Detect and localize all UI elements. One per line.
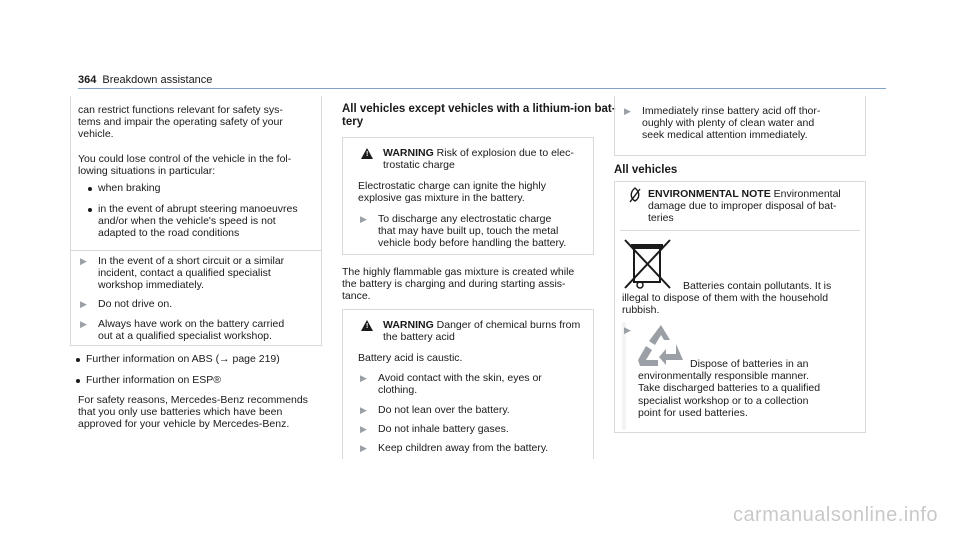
warning-label: WARNING (383, 319, 434, 331)
text-line: Take discharged batteries to a qualified (638, 382, 821, 395)
header-rule (78, 88, 886, 89)
text-line: Risk of explosion due to elec- (436, 147, 574, 159)
step-arrow-icon: ▶ (360, 405, 367, 415)
step-arrow-icon: ▶ (80, 299, 87, 309)
col2-paragraph (342, 266, 574, 303)
bullet-item: when braking (98, 182, 161, 194)
step-arrow-icon: ▶ (624, 325, 631, 335)
bullet-dot (88, 208, 92, 212)
warning-icon: ! (361, 148, 373, 159)
step-arrow-icon: ▶ (360, 443, 367, 453)
text-line: tery (342, 116, 364, 128)
step-arrow-icon: ▶ (360, 214, 367, 224)
warning-heading (383, 319, 580, 343)
text-line: the battery acid (383, 331, 455, 344)
text-line: The highly flammable gas mixture is created while (342, 266, 575, 278)
text-line: and/or when the vehicle's speed is not (98, 215, 276, 228)
step-arrow-icon: ▶ (80, 319, 87, 329)
text-line: workshop immediately. (98, 279, 205, 292)
step-text (642, 105, 820, 142)
environment-icon (628, 187, 642, 208)
page-number: 364 (78, 74, 97, 86)
text-line: Always have work on the battery carried (98, 318, 285, 330)
text-line: tance. (342, 290, 371, 303)
text-line: can restrict functions relevant for safety sys- (78, 104, 283, 116)
text-line: Batteries contain pollutants. It is (683, 280, 832, 292)
page-header (78, 74, 212, 86)
info-abs-link[interactable]: Further information on ABS (→ page 219) (86, 353, 280, 365)
text-line: the battery is charging and during starting assis- (342, 278, 566, 291)
text-line: approved for your vehicle by Mercedes-Benz. (78, 418, 290, 431)
text-line: In the event of a short circuit or a similar (98, 255, 285, 267)
bullet-dot (76, 379, 80, 383)
text-line: explosive gas mixture in the battery. (358, 192, 525, 205)
step-arrow-icon: ▶ (360, 424, 367, 434)
text-line: specialist workshop or to a collection (638, 394, 809, 407)
text-line: vehicle. (78, 128, 114, 141)
note-divider (620, 230, 860, 231)
text-line: tems and impair the operating safety of your (78, 116, 283, 129)
step-divider (70, 250, 322, 251)
text-line: To discharge any electrostatic charge (378, 213, 552, 225)
watermark: carmanualsonline.info (732, 504, 938, 526)
text-line: that may have built up, touch the metal (378, 225, 559, 238)
text-line: Immediately rinse battery acid off thor- (642, 105, 821, 117)
step-text (378, 372, 542, 396)
battery-pollutants-text (622, 280, 831, 317)
text-line: environmentally responsible manner. (638, 370, 810, 383)
environmental-label: ENVIRONMENTAL NOTE (648, 188, 771, 200)
bullet-dot (88, 187, 92, 191)
warning-label: WARNING (383, 147, 434, 159)
dispose-step-shade (622, 322, 626, 430)
text-line: Electrostatic charge can ignite the highly (358, 180, 546, 192)
text-line: Environmental (773, 188, 841, 200)
warning-body: Battery acid is caustic. (358, 352, 463, 364)
text-line: clothing. (378, 384, 418, 397)
step-arrow-icon: ▶ (80, 256, 87, 266)
section-title: Breakdown assistance (102, 74, 213, 86)
col1-paragraph-1 (78, 104, 283, 141)
text-line: in the event of abrupt steering manoeuvres (98, 203, 298, 215)
text-line: rubbish. (622, 304, 660, 317)
section-heading (342, 103, 616, 129)
text-line: For safety reasons, Mercedes-Benz recommends (78, 394, 308, 406)
text-line: oughly with plenty of clean water and (642, 117, 815, 130)
text-line: You could lose control of the vehicle in the fol- (78, 153, 292, 165)
text-line: vehicle body before handling the battery. (378, 237, 567, 250)
text-line: seek medical attention immediately. (642, 129, 808, 142)
text-line: incident, contact a qualified specialist (98, 267, 271, 280)
section-heading: All vehicles (614, 164, 678, 176)
step-arrow-icon: ▶ (360, 373, 367, 383)
text-line: trostatic charge (383, 159, 455, 172)
warning-body (358, 180, 546, 204)
col1-paragraph-2 (78, 153, 291, 177)
step-text: Do not drive on. (98, 298, 173, 310)
text-line: Danger of chemical burns from (436, 319, 581, 331)
step-text (98, 318, 284, 342)
text-line: damage due to improper disposal of bat- (648, 200, 837, 213)
text-line: adapted to the road conditions (98, 227, 240, 240)
step-text: Do not lean over the battery. (378, 404, 510, 416)
text-line: Dispose of batteries in an (690, 358, 809, 370)
text-line: All vehicles except vehicles with a lithium-ion bat- (342, 103, 616, 115)
step-arrow-icon: ▶ (624, 106, 631, 116)
step-text (98, 255, 284, 292)
text-line: Avoid contact with the skin, eyes or (378, 372, 542, 384)
text-line: point for used batteries. (638, 406, 748, 419)
col1-paragraph-3 (78, 394, 308, 431)
text-line: illegal to dispose of them with the household (622, 292, 829, 305)
step-text: Do not inhale battery gases. (378, 423, 509, 435)
warning-icon: ! (361, 320, 373, 331)
text-line: out at a qualified specialist workshop. (98, 330, 272, 343)
text-line: teries (648, 212, 674, 225)
bullet-dot (76, 358, 80, 362)
environmental-heading (648, 188, 841, 225)
text-line: that you only use batteries which have been (78, 406, 283, 419)
text-line: lowing situations in particular: (78, 165, 216, 178)
step-text: Keep children away from the battery. (378, 442, 549, 454)
warning-heading (383, 147, 574, 171)
bullet-item (98, 203, 298, 240)
dispose-text (638, 358, 820, 419)
info-esp: Further information on ESP® (86, 374, 221, 386)
step-text (378, 213, 566, 250)
